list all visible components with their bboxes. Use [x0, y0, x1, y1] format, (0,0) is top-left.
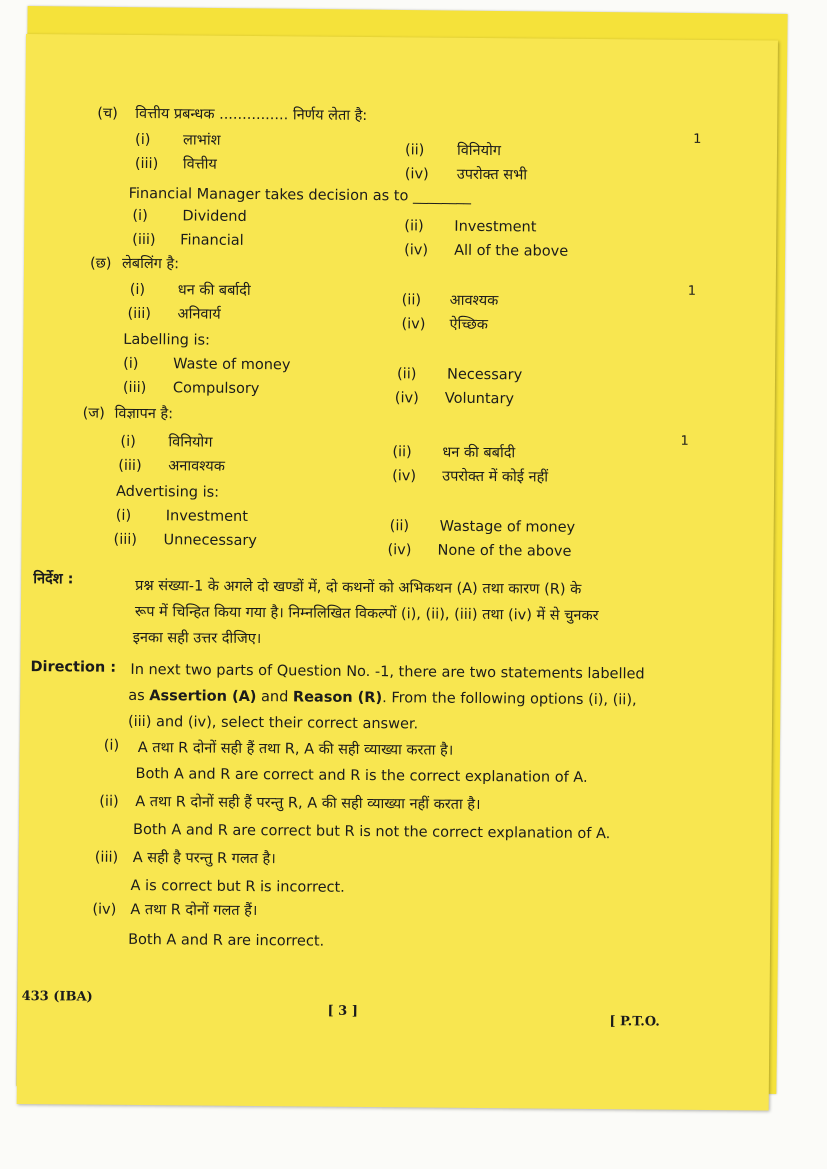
option-num: (ii): [99, 793, 119, 810]
option-num: (iii): [134, 155, 159, 173]
question-text-hindi: विज्ञापन है:: [114, 405, 174, 423]
option-text-english: A is correct but R is incorrect.: [130, 877, 345, 896]
question-text-english: Advertising is:: [115, 483, 220, 501]
option-text-hindi: लाभांश: [183, 132, 221, 149]
option-text-hindi: धन की बर्बादी: [177, 282, 251, 299]
option-text-hindi: विनियोग: [168, 434, 213, 451]
marks: 1: [693, 131, 702, 147]
question-text-english: Labelling is:: [123, 331, 211, 349]
option-num: (iii): [94, 849, 119, 866]
nirdesh-line: प्रश्न संख्या-1 के अगले दो खण्डों में, दो कथनों को अभिकथन (A) तथा कारण (R) के: [135, 577, 582, 598]
option-text-english: Wastage of money: [439, 518, 576, 536]
option-num: (ii): [404, 142, 425, 159]
option-num: (i): [120, 433, 136, 450]
option-num: (iv): [92, 901, 117, 918]
nirdesh-line: इनका सही उत्तर दीजिए।: [132, 629, 262, 648]
option-text-english: Investment: [454, 218, 537, 236]
question-text-hindi: लेबलिंग है:: [121, 255, 180, 273]
question-text-english: Financial Manager takes decision as to ________: [128, 185, 472, 205]
option-num: (i): [129, 281, 146, 299]
option-num: (iv): [404, 166, 429, 183]
direction-line: In next two parts of Question No. -1, there are two statements labelled: [130, 661, 645, 683]
option-text-hindi: उपरोक्त सभी: [456, 166, 528, 184]
nirdesh-label: निर्देश :: [33, 571, 74, 588]
option-num: (ii): [396, 366, 417, 383]
option-num: (i): [135, 131, 151, 149]
nirdesh-line: रूप में चिन्हित किया गया है। निम्नलिखित विकल्पों (i), (ii), (iii) तथा (iv) में से चुनकर: [134, 603, 599, 625]
option-num: (iv): [392, 468, 417, 485]
option-text-english: Waste of money: [173, 356, 291, 374]
option-num: (i): [103, 737, 120, 754]
option-text-english: Both A and R are incorrect.: [128, 931, 325, 950]
direction-line: (iii) and (iv), select their correct answer.: [127, 713, 419, 733]
option-text-english: Dividend: [182, 208, 247, 225]
option-text-english: Unnecessary: [163, 532, 257, 550]
option-num: (iii): [118, 457, 142, 475]
option-text-hindi: विनियोग: [456, 142, 502, 160]
option-num: (iv): [404, 242, 429, 259]
page-number: [ 3 ]: [327, 1003, 358, 1019]
option-text-hindi: A तथा R दोनों सही हैं तथा R, A की सही व्याख्या करता है।: [137, 740, 454, 759]
option-num: (ii): [401, 292, 422, 309]
option-text-english: Voluntary: [444, 390, 515, 408]
option-text-hindi: वित्तीय: [182, 156, 217, 173]
pto: [ P.T.O.: [609, 1014, 660, 1030]
option-text-hindi: A तथा R दोनों सही हैं परन्तु R, A की सही व्याख्या नहीं करता है।: [135, 793, 481, 813]
option-num: (ii): [389, 518, 410, 535]
option-num: (iv): [401, 316, 426, 333]
option-num: (iv): [387, 542, 412, 559]
option-num: (iii): [122, 379, 147, 397]
option-text-english: Investment: [165, 508, 249, 525]
paper-code: 433 (IBA): [21, 988, 93, 1005]
option-num: (iii): [113, 531, 138, 548]
option-num: (i): [123, 355, 139, 372]
option-text-hindi: ऐच्छिक: [449, 316, 488, 334]
option-text-english: Financial: [180, 232, 244, 249]
option-num: (i): [115, 507, 132, 524]
marks: 1: [687, 283, 697, 299]
option-text-english: Necessary: [446, 366, 523, 384]
option-text-hindi: आवश्यक: [449, 292, 499, 310]
option-num: (iii): [127, 305, 152, 323]
question-number: (ज): [82, 405, 105, 422]
option-text-english: None of the above: [437, 542, 572, 560]
option-num: (iii): [132, 231, 156, 249]
marks: 1: [680, 433, 689, 449]
option-num: (ii): [404, 218, 424, 235]
question-paper-page: [17, 34, 778, 1111]
question-number: (छ): [89, 255, 112, 272]
option-text-english: All of the above: [454, 242, 569, 260]
direction-label: Direction :: [30, 659, 117, 676]
option-num: (ii): [392, 444, 412, 461]
option-text-hindi: A तथा R दोनों गलत हैं।: [130, 901, 258, 920]
option-text-english: Both A and R are correct and R is the correct explanation of A.: [135, 765, 588, 786]
option-text-hindi: उपरोक्त में कोई नहीं: [442, 468, 549, 486]
option-num: (i): [132, 207, 148, 225]
option-text-hindi: A सही है परन्तु R गलत है।: [132, 849, 276, 868]
question-number: (च): [97, 105, 118, 122]
option-text-english: Both A and R are correct but R is not the correct explanation of A.: [132, 821, 611, 843]
option-text-hindi: अनावश्यक: [168, 458, 225, 475]
option-text-hindi: अनिवार्य: [177, 306, 221, 323]
question-text-hindi: वित्तीय प्रबन्धक ............... निर्णय लेता है:: [135, 105, 368, 124]
option-text-hindi: धन की बर्बादी: [442, 444, 516, 462]
option-text-english: Compulsory: [172, 380, 260, 398]
option-num: (iv): [394, 390, 419, 407]
direction-line: as Assertion (A) and Reason (R). From the following options (i), (ii),: [128, 687, 637, 709]
